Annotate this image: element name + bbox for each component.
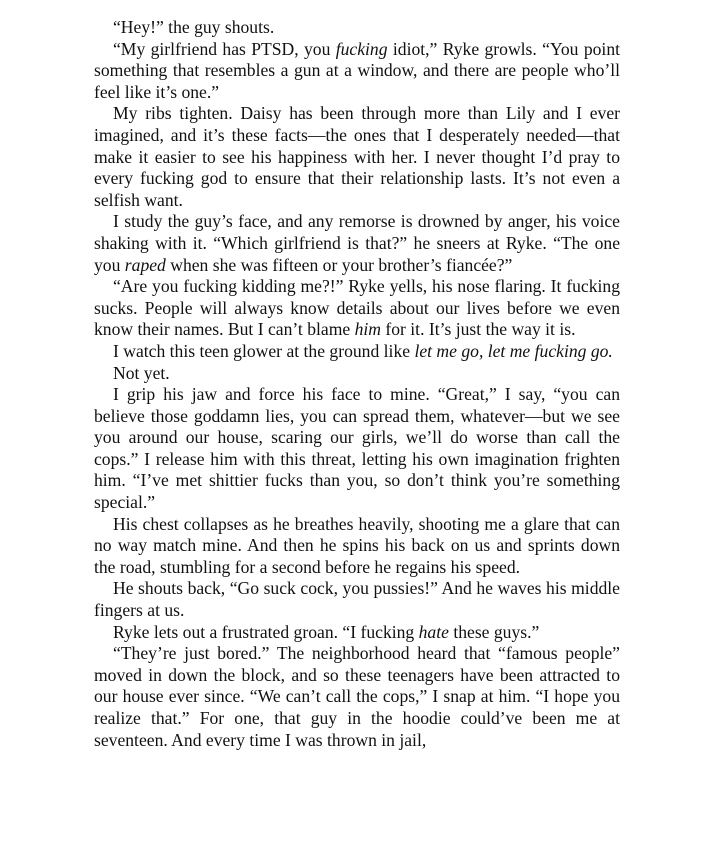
text-run: My ribs tighten. Daisy has been through more than Lily and I ever imagined, and it’s these facts—the ones that I desperately needed—that make it easier to see his happiness with her. I never thought I’d pray to every fucking god to ensure that their relationship lasts. It’s not even a selfish want.	[94, 103, 620, 210]
paragraph	[94, 622, 620, 644]
paragraph	[94, 643, 620, 751]
paragraph	[94, 17, 620, 39]
paragraph	[94, 363, 620, 385]
italic-text-run: him	[354, 319, 381, 340]
document-page	[94, 17, 620, 751]
text-run: He shouts back, “Go suck cock, you pussies!” And he waves his middle fingers at us.	[94, 578, 620, 621]
paragraph	[94, 211, 620, 276]
text-run: for it. It’s just the way it is.	[380, 319, 576, 340]
paragraph	[94, 39, 620, 104]
text-run: “My girlfriend has PTSD, you	[113, 38, 336, 59]
italic-text-run: let me go, let me fucking go.	[414, 340, 613, 361]
italic-text-run: hate	[418, 621, 449, 642]
italic-text-run: raped	[124, 254, 166, 275]
paragraph	[94, 384, 620, 514]
text-run: I grip his jaw and force his face to mine. “Great,” I say, “you can believe those goddamn lies, you can spread them, whatever—but we see you around our house, scaring our girls, we’ll do worse than call the cops.” I release him with this threat, letting his own imagination frighten him. “I’ve met shittier fucks than you, so don’t think you’re something special.”	[94, 384, 620, 513]
paragraph	[94, 578, 620, 621]
paragraph	[94, 276, 620, 341]
text-run: I watch this teen glower at the ground like	[113, 340, 415, 361]
text-run: Not yet.	[113, 362, 170, 383]
text-run: His chest collapses as he breathes heavily, shooting me a glare that can no way match mine. And then he spins his back on us and sprints down the road, stumbling for a second before he regains his speed.	[94, 513, 620, 577]
paragraph	[94, 341, 620, 363]
text-run: idiot,” Ryke growls. “You point something that resembles a gun at a window, and there are people who’ll feel like it’s one.”	[94, 38, 621, 102]
text-run: these guys.”	[448, 621, 540, 642]
paragraph	[94, 514, 620, 579]
text-run: “Are you fucking kidding me?!” Ryke yells, his nose flaring. It fucking sucks. People will always know details about our lives before we even know their names. But I can’t blame	[94, 276, 620, 340]
text-run: I study the guy’s face, and any remorse is drowned by anger, his voice shaking with it. “Which girlfriend is that?” he sneers at Ryke. “The one you	[94, 211, 620, 275]
italic-text-run: fucking	[335, 38, 388, 59]
text-run: when she was fifteen or your brother’s fiancée?”	[165, 254, 513, 275]
text-run: “They’re just bored.” The neighborhood heard that “famous people” moved in down the block, and so these teenagers have been attracted to our house ever since. “We can’t call the cops,” I snap at him. “I hope you realize that.” For one, that guy in the hoodie could’ve been me at seventeen. And every time I was thrown in jail,	[94, 643, 620, 750]
text-run: “Hey!” the guy shouts.	[113, 17, 275, 37]
text-run: Ryke lets out a frustrated groan. “I fucking	[113, 621, 419, 642]
paragraph	[94, 103, 620, 211]
